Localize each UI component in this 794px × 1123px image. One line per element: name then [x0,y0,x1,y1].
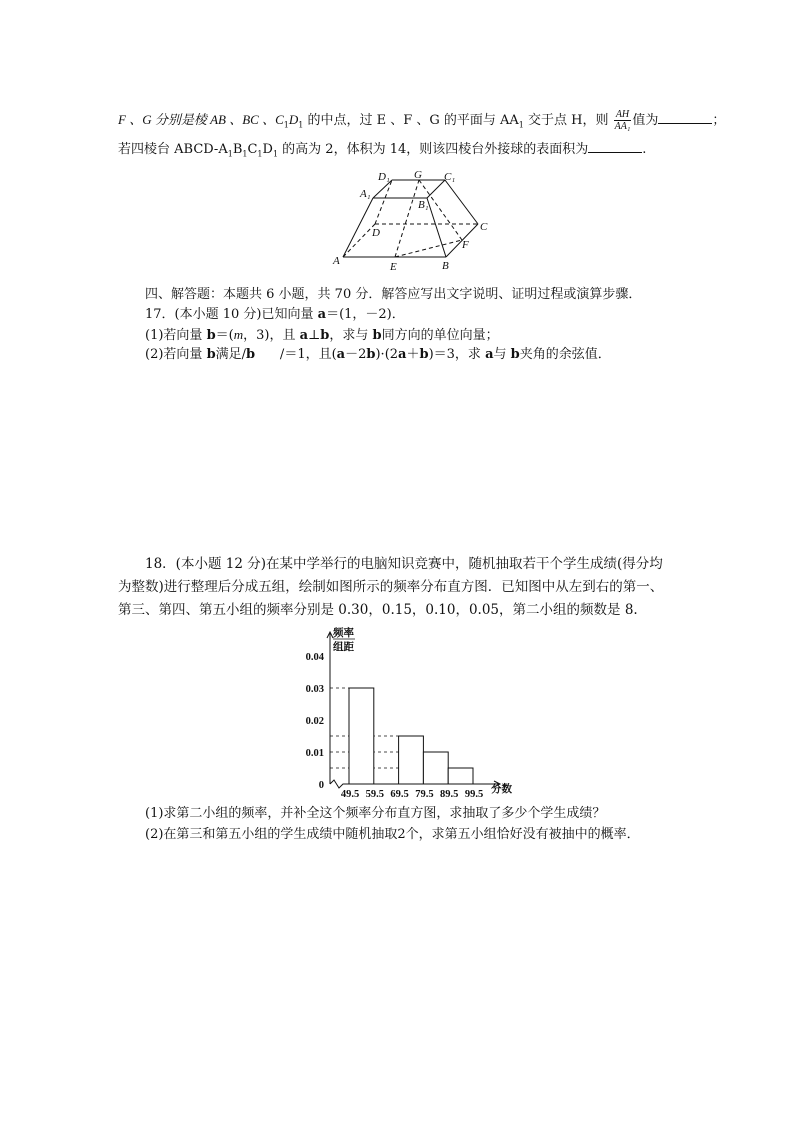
x-tick-label: 89.5 [440,789,459,800]
histogram-bar-3 [399,736,424,784]
label-A: A [333,255,340,267]
label-B: B [442,260,449,272]
y-axis-label-den: 组距 [333,642,354,653]
y-tick-label: 0.04 [305,652,324,663]
x-tick-label: 99.5 [464,789,484,800]
x-tick-label: 49.5 [340,789,360,800]
label-G: G [414,169,422,181]
label-F: F [462,239,469,251]
y-axis-label-num: 频率 [333,628,354,639]
q18-part1: (1)求第二小组的频率，并补全这个频率分布直方图，求抽取了多少个学生成绩？ [145,806,606,821]
axis-break-zigzag [330,780,346,788]
x-tick-label: 69.5 [390,789,409,800]
y-tick-label: 0.03 [305,684,324,695]
label-A1: A₁ [360,188,371,200]
y-tick-label: 0.01 [305,748,324,759]
label-D1: D₁ [378,171,390,183]
ratio-fraction: $\frac{AH}{\text{AA₁}}$ [614,109,631,132]
histogram-bar-1 [349,688,374,784]
label-C: C [480,221,488,233]
q18-part2: (2)在第三和第五小组的学生成绩中随机抽取2个，求第五小组恰好没有被抽中的概率． [145,827,640,842]
histogram-bar-5 [448,768,473,784]
x-axis-label: 分数 [491,784,512,795]
x-tick-label: 79.5 [415,789,434,800]
q18-line-1: 18．(本小题 12 分)在某中学举行的电脑知识竞赛中，随机抽取若干个学生成绩(得分均 [145,556,663,572]
continuation-line-1: F 、G 分别是棱 AB 、BC 、$C_1D_1$ 的中点，过 E 、F 、G 的平面与 $AA_1$ 交于点 H，则 $\frac{AH}{\text{AA₁}}$ 值为 ； [118,109,726,132]
continuation-line-2: 若四棱台 ABCD-$A_1B_1C_1D_1$ 的高为 2，体积为 14，则该四棱台外接球的表面积为 . [118,142,647,159]
y-tick-label: 0 [318,780,324,791]
label-E: E [390,261,397,273]
x-tick-label: 59.5 [365,789,384,800]
q17-part1: (1)若向量 b＝(m，3)，且 a⊥b，求与 b同方向的单位向量； [145,327,499,343]
y-tick-label: 0.02 [305,716,324,727]
section-heading: 四、解答题：本题共 6 小题，共 70 分．解答应写出文字说明、证明过程或演算步骤． [145,287,642,302]
histogram-bar-4 [423,752,448,784]
label-B1: B₁ [418,199,429,211]
q18-line-3: 第三、第四、第五小组的频率分别是 0.30，0.15，0.10，0.05，第二小组的频数是 8. [118,602,638,618]
label-C1: C₁ [444,171,456,183]
q17-intro: 17．(本小题 10 分)已知向量 a＝(1，－2)． [145,307,405,322]
q18-line-2: 为整数)进行整理后分成五组，绘制如图所示的频率分布直方图．已知图中从左到右的第一、 [118,579,664,595]
label-D: D [372,227,380,239]
q17-part2: (2)若向量 b满足/b /＝1，且(a－2b)·(2a＋b)＝3，求 a与 b夹角的余弦值． [145,347,611,362]
